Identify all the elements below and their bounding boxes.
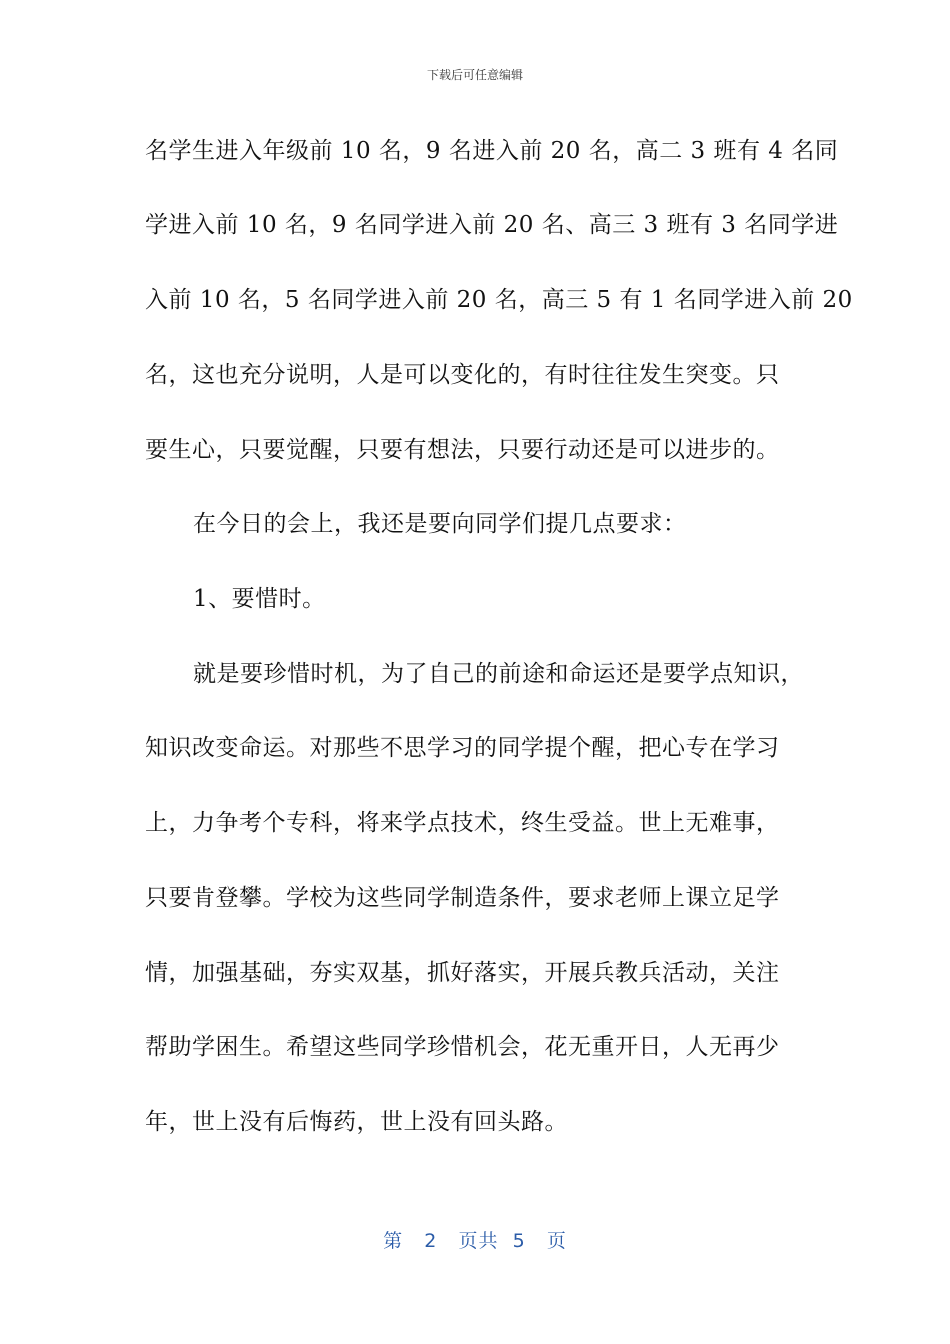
text-line: 年，世上没有后悔药，世上没有回头路。 xyxy=(145,1109,568,1135)
total-page-number: 5 xyxy=(512,1230,526,1252)
text-line: 情，加强基础，夯实双基，抓好落实，开展兵教兵活动，关注 xyxy=(145,960,780,986)
paragraph-line: 在今日的会上，我还是要向同学们提几点要求： xyxy=(193,511,687,537)
text-line: 要生心，只要觉醒，只要有想法，只要行动还是可以进步的。 xyxy=(145,437,780,463)
text-line: 帮助学困生。希望这些同学珍惜机会，花无重开日，人无再少 xyxy=(145,1034,780,1060)
footer-prefix: 第 xyxy=(383,1230,404,1252)
text-line: 上，力争考个专科，将来学点技术，终生受益。世上无难事， xyxy=(145,810,780,836)
page-header: 下载后可任意编辑 xyxy=(426,68,523,82)
text-line: 知识改变命运。对那些不思学习的同学提个醒，把心专在学习 xyxy=(145,735,780,761)
paragraph-line: 就是要珍惜时机，为了自己的前途和命运还是要学点知识， xyxy=(193,661,804,687)
section-heading: 1、要惜时。 xyxy=(193,586,326,612)
text-line: 只要肯登攀。学校为这些同学制造条件，要求老师上课立足学 xyxy=(145,885,780,911)
text-line: 名，这也充分说明，人是可以变化的，有时往往发生突变。只 xyxy=(145,362,780,388)
text-line: 入前 10 名，5 名同学进入前 20 名，高三 5 有 1 名同学进入前 20 xyxy=(145,287,853,313)
page-footer xyxy=(0,1226,950,1253)
text-line: 名学生进入年级前 10 名，9 名进入前 20 名，高二 3 班有 4 名同 xyxy=(145,138,839,164)
footer-suffix: 页 xyxy=(546,1230,567,1252)
current-page-number: 2 xyxy=(424,1230,438,1252)
text-line: 学进入前 10 名，9 名同学进入前 20 名、高三 3 班有 3 名同学进 xyxy=(145,212,839,238)
footer-middle: 页共 xyxy=(458,1230,499,1252)
